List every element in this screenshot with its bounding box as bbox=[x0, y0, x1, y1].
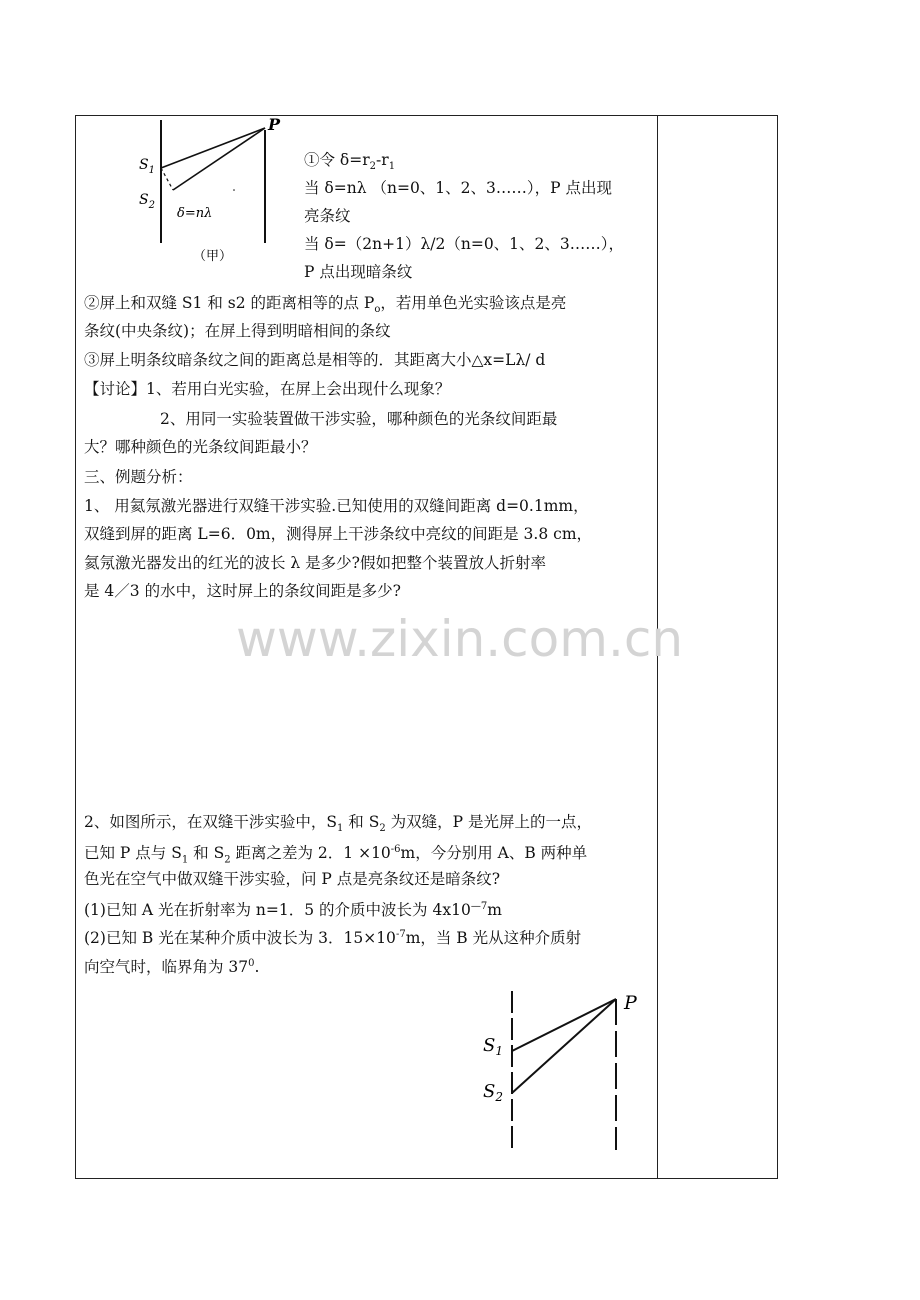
dark-condition-cont: P 点出现暗条纹 bbox=[304, 263, 413, 281]
point-2-line1: ②屏上和双缝 S1 和 s2 的距离相等的点 $P_o$，若用单色光实验该点是亮 bbox=[84, 294, 567, 316]
point-3: ③屏上明条纹暗条纹之间的距离总是相等的．其距离大小△x=Lλ/ d bbox=[84, 351, 546, 369]
double-slit-figure-2 bbox=[475, 985, 675, 1155]
example-2-line2: 已知 P 点与 $S_1$ 和 $S_2$ 距离之差为 2．$1 \times 10^{-6}m$，今分别用 A、B 两种单 bbox=[84, 844, 588, 866]
label-s1: $S_1$ bbox=[139, 157, 155, 176]
example-2-line1: 2、如图所示，在双缝干涉实验中，$S_1$ 和 $S_2$ 为双缝，P 是光屏上的一点， bbox=[84, 813, 593, 835]
discussion-2b: 大？哪种颜色的光条纹间距最小？ bbox=[84, 438, 317, 456]
watermark: www.zixin.com.cn bbox=[236, 610, 684, 668]
label-p: P bbox=[268, 118, 281, 134]
point-2-line2: 条纹(中央条纹)；在屏上得到明暗相间的条纹 bbox=[84, 322, 391, 340]
path-difference-dash bbox=[161, 168, 173, 190]
figure-caption: （甲） bbox=[193, 249, 233, 264]
formula-delta: δ=nλ bbox=[177, 206, 213, 221]
bright-condition: 当 δ=nλ （n=0、1、2、3……），P 点出现 bbox=[304, 179, 613, 197]
example-2-q2: (2)已知 B 光在某种介质中波长为 3．$15\times 10^{-7}m$，当 B 光从这种介质射 bbox=[84, 929, 582, 948]
example-1-line1: 1、 用氦氖激光器进行双缝干涉实验.已知使用的双缝间距离 d=0.1mm， bbox=[84, 497, 589, 515]
ray-r1 bbox=[161, 128, 265, 168]
discussion-2a: 2、用同一实验装置做干涉实验，哪种颜色的光条纹间距最 bbox=[160, 410, 558, 428]
example-2-q1: (1)已知 A 光在折射率为 n=1．5 的介质中波长为 $4x10^{—7}m$ bbox=[84, 901, 502, 920]
dark-condition: 当 δ=（2n+1）λ/2（n=0、1、2、3……）， bbox=[304, 235, 625, 253]
ray-s2-p bbox=[512, 999, 616, 1093]
ray-r2 bbox=[173, 128, 265, 190]
example-2-line3: 色光在空气中做双缝干涉实验，问 P 点是亮条纹还是暗条纹? bbox=[84, 870, 501, 888]
example-1-line4: 是 4／3 的水中，这时屏上的条纹间距是多少? bbox=[84, 582, 401, 600]
section-heading: 三、例题分析： bbox=[84, 468, 193, 486]
double-slit-figure-jia bbox=[133, 118, 303, 268]
label-s1-2: $S_1$ bbox=[483, 1035, 503, 1058]
bright-condition-cont: 亮条纹 bbox=[304, 207, 351, 225]
discussion-1: 【讨论】1、若用白光实验，在屏上会出现什么现象？ bbox=[84, 380, 451, 398]
example-1-line2: 双缝到屏的距离 L=6．0m，测得屏上干涉条纹中亮纹的间距是 3.8 cm， bbox=[84, 525, 593, 543]
label-s2-2: $S_2$ bbox=[483, 1081, 503, 1104]
ray-s1-p bbox=[512, 999, 616, 1051]
example-2-q2-cont: 向空气时，临界角为 $37^0$. bbox=[84, 958, 260, 977]
example-1-line3: 氦氖激光器发出的红光的波长 λ 是多少?假如把整个装置放人折射率 bbox=[84, 554, 546, 572]
condition-delta-def: ①令 $\delta=r_2-r_1$ bbox=[304, 151, 396, 173]
stray-dot bbox=[233, 189, 235, 191]
label-s2: $S_2$ bbox=[139, 192, 155, 211]
label-p-2: P bbox=[624, 992, 637, 1014]
